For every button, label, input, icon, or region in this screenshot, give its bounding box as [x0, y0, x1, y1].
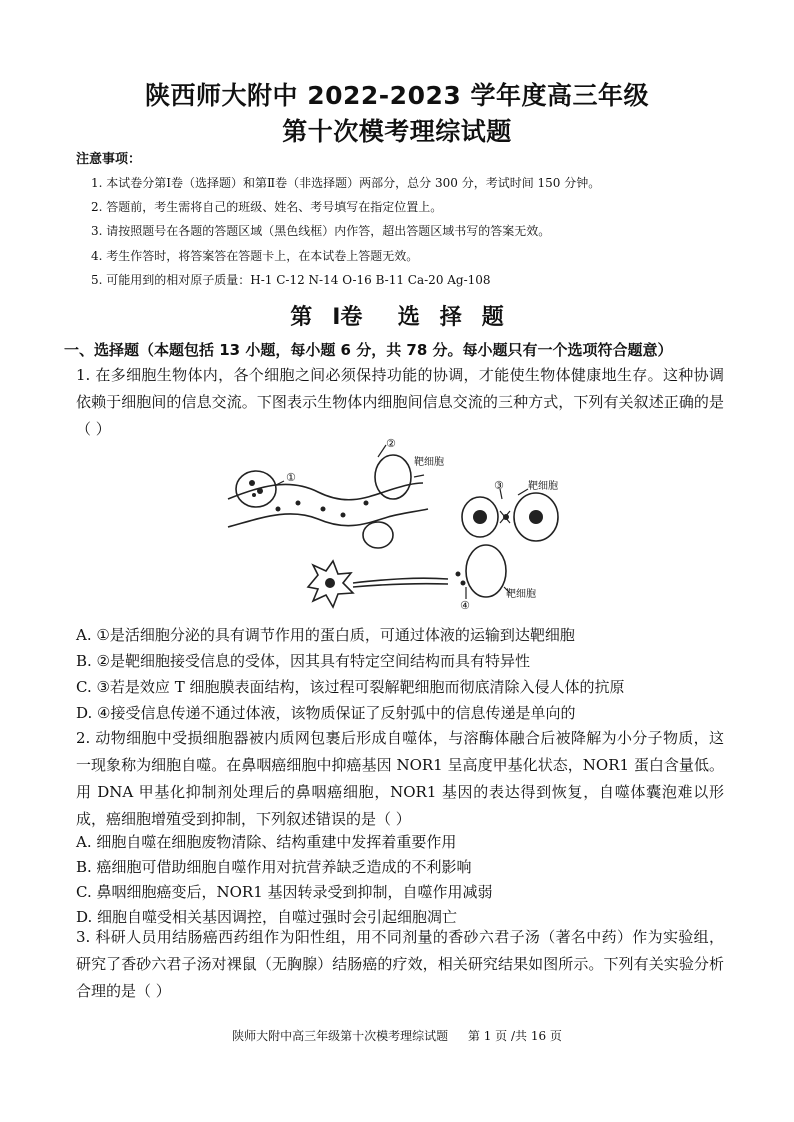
figure-label-3: ③ [494, 479, 504, 492]
figure-label-2: ② [386, 437, 396, 450]
exam-title-line1: 陕西师大附中 2022-2023 学年度高三年级 [145, 81, 649, 110]
question-1-option-d: D. ④接受信息传递不通过体液，该物质保证了反射弧中的信息传递是单向的 [76, 704, 576, 722]
footer-page-number: 第 1 页 /共 16 页 [467, 1029, 562, 1043]
section-title-part: Ⅰ卷 [332, 305, 363, 330]
figure-label-target-cell: 靶细胞 [528, 481, 558, 492]
section-title-part: 第 [290, 305, 313, 330]
note-item: 5. 可能用到的相对原子质量：H-1 C-12 N-14 O-16 B-11 Ca-20 Ag-108 [91, 273, 491, 287]
question-2-option-b: B. 癌细胞可借助细胞自噬作用对抗营养缺乏造成的不利影响 [76, 858, 472, 876]
question-2-option-c: C. 鼻咽细胞癌变后，NOR1 基因转录受到抑制，自噬作用减弱 [76, 883, 493, 901]
question-1-option-a: A. ①是活细胞分泌的具有调节作用的蛋白质，可通过体液的运输到达靶细胞 [76, 626, 575, 644]
note-item: 1. 本试卷分第Ⅰ卷（选择题）和第Ⅱ卷（非选择题）两部分，总分 300 分，考试时间 150 分钟。 [91, 176, 601, 190]
figure-label-target-cell: 靶细胞 [414, 457, 444, 468]
section-title-part: 择 [439, 305, 462, 330]
question-1-option-b: B. ②是靶细胞接受信息的受体，因其具有特定空间结构而具有特异性 [76, 652, 531, 670]
note-item: 2. 答题前，考生需将自己的班级、姓名、考号填写在指定位置上。 [91, 200, 443, 214]
question-2-stem: 2. 动物细胞中受损细胞器被内质网包裹后形成自噬体，与溶酶体融合后被降解为小分子物质，这一现象称为细胞自噬。在鼻咽癌细胞中抑癌基因 NOR1 呈高度甲基化状态，NOR1 蛋白含量低。用 DNA 甲基化抑制剂处理后的鼻咽癌细胞，NOR1 基因的表达得到恢复，自噬体囊泡难以形成，癌细胞增殖受到抑制，下列叙述错误的是（ ） [76, 729, 724, 828]
part-heading: 一、选择题（本题包括 13 小题，每小题 6 分，共 78 分。每小题只有一个选项符合题意） [64, 341, 673, 359]
exam-title-line2: 第十次模考理综试题 [282, 117, 512, 146]
section-title-part: 选 [397, 305, 420, 330]
section-title-part: 题 [481, 305, 504, 330]
note-item: 3. 请按照题号在各题的答题区域（黑色线框）内作答，超出答题区域书写的答案无效。 [91, 224, 551, 238]
footer-exam-name: 陕师大附中高三年级第十次模考理综试题 [232, 1029, 449, 1043]
figure-label-4: ④ [460, 599, 470, 612]
question-1-stem: 1. 在多细胞生物体内，各个细胞之间必须保持功能的协调，才能使生物体健康地生存。这种协调依赖于细胞间的信息交流。下图表示生物体内细胞间信息交流的三种方式，下列有关叙述正确的是（ ） [76, 366, 724, 438]
cell-communication-figure [218, 437, 574, 615]
question-2-option-d: D. 细胞自噬受相关基因调控，自噬过强时会引起细胞凋亡 [76, 908, 458, 926]
page-footer [0, 1027, 794, 1044]
figure-label-1: ① [286, 471, 296, 484]
note-item: 4. 考生作答时，将答案答在答题卡上，在本试卷上答题无效。 [91, 249, 419, 263]
figure-label-target-cell: 靶细胞 [506, 589, 536, 600]
question-2-option-a: A. 细胞自噬在细胞废物清除、结构重建中发挥着重要作用 [76, 833, 457, 851]
question-1-option-c: C. ③若是效应 T 细胞膜表面结构，该过程可裂解靶细胞而彻底清除入侵人体的抗原 [76, 678, 625, 696]
question-3-stem: 3. 科研人员用结肠癌西药组作为阳性组，用不同剂量的香砂六君子汤（著名中药）作为实验组，研究了香砂六君子汤对裸鼠（无胸腺）结肠癌的疗效，相关研究结果如图所示。下列有关实验分析合理的是（ ） [76, 928, 724, 1000]
notes-heading: 注意事项： [76, 152, 142, 167]
section-title [0, 300, 794, 331]
